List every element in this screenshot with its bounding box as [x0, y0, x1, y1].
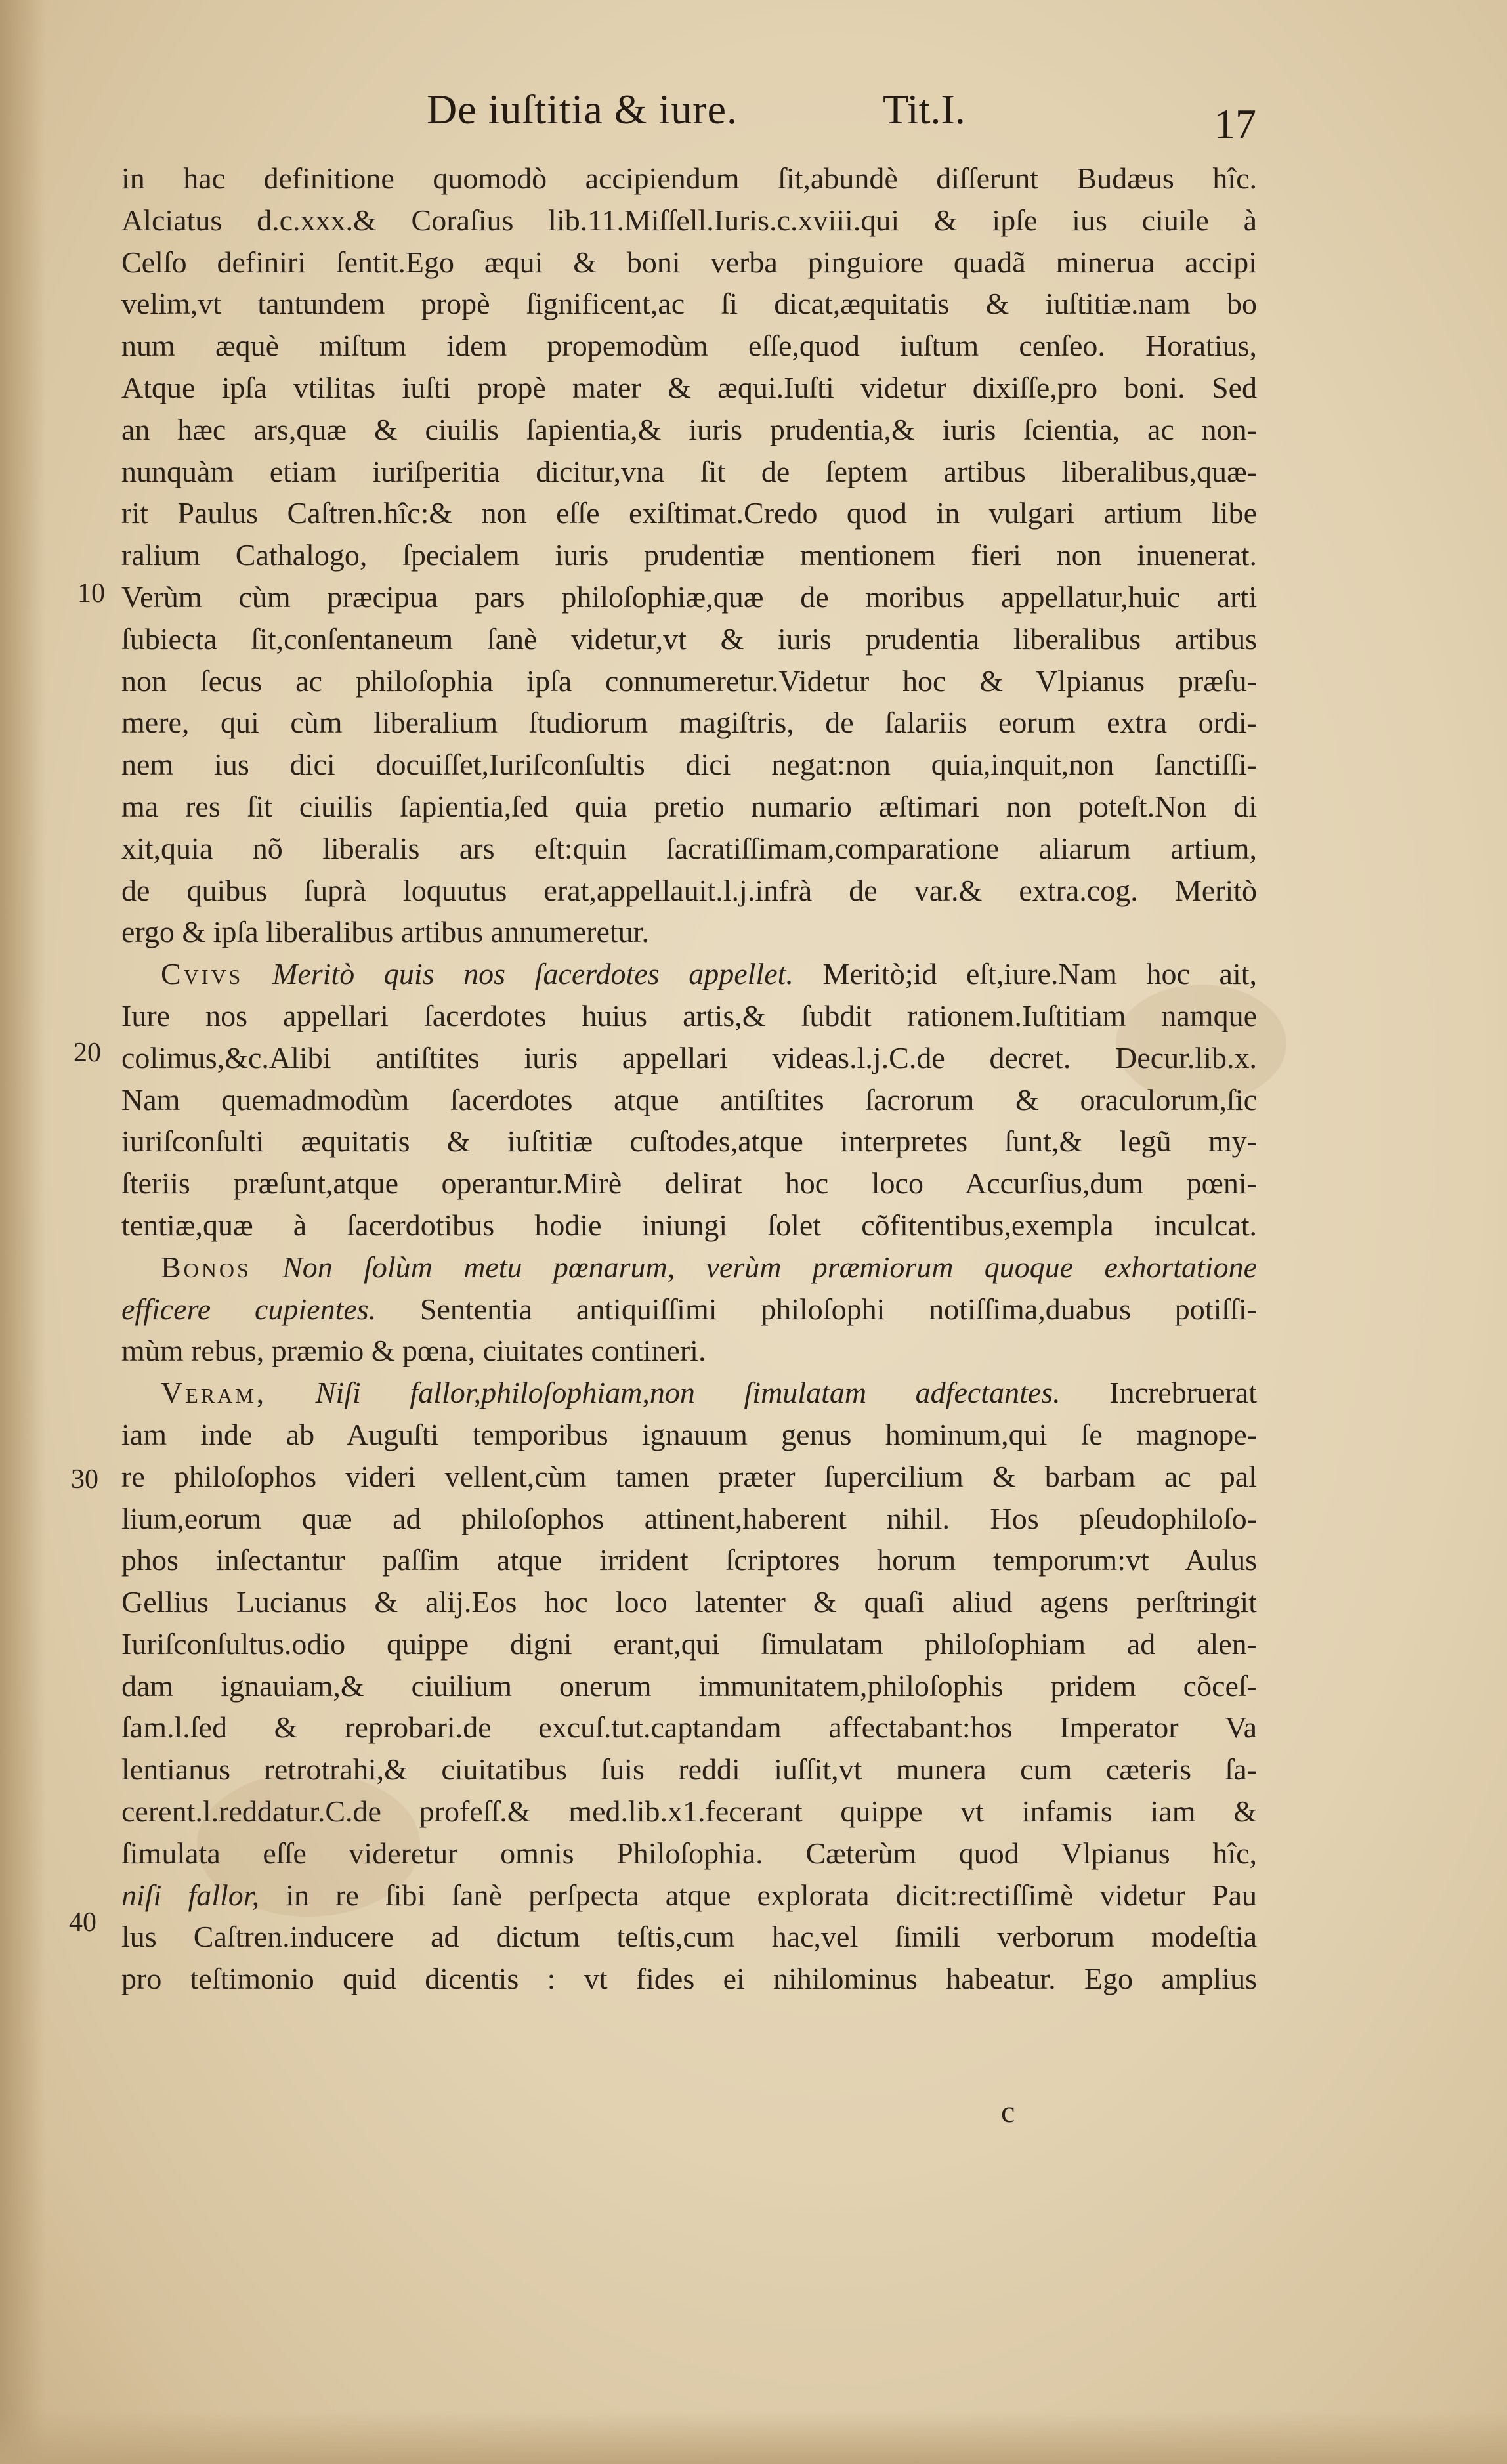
paragraph-cuius-first-line: [121, 953, 1257, 995]
text-line: Iuriſconſultus.odio quippe digni erant,qui ſimulatam philoſophiam ad alen-: [121, 1626, 1257, 1661]
text-line: ralium Cathalogo, ſpecialem iuris prudentiæ mentionem fieri non inuenerat.: [121, 538, 1257, 572]
text-line: nunquàm etiam iuriſperitia dicitur,vna ſit de ſeptem artibus liberalibus,quæ-: [121, 454, 1257, 488]
running-header: [0, 85, 1507, 147]
line-number: 20: [74, 1038, 101, 1068]
text-line: Celſo definiri ſentit.Ego æqui & boni verba pinguiore quadã minerua accipi: [121, 245, 1257, 279]
text-line: nem ius dici docuiſſet,Iuriſconſultis dici negat:non quia,inquit,non ſanctiſſi-: [121, 748, 1257, 782]
text-line: non ſecus ac philoſophia ipſa connumeretur.Videtur hoc & Vlpianus præſu-: [121, 664, 1257, 698]
text-line: ſteriis præſunt,atque operantur.Mirè delirat hoc loco Accurſius,dum pœni-: [121, 1166, 1257, 1200]
text-line: dam ignauiam,& ciuilium onerum immunitatem,philoſophis pridem cõceſ-: [121, 1668, 1257, 1703]
text-line: ſubiecta ſit,conſentaneum ſanè videtur,vt & iuris prudentia liberalibus artibus: [121, 622, 1257, 656]
text-line: de quibus ſuprà loquutus erat,appellauit.l.j.infrà de var.& extra.cog. Meritò: [121, 873, 1257, 907]
text-line: ergo & ipſa liberalibus artibus annumeretur.: [121, 915, 649, 949]
text-line: Iure nos appellari ſacerdotes huius artis,& ſubdit rationem.Iuſtitiam namque: [121, 998, 1257, 1032]
lemma-caps: Cvivs: [161, 957, 244, 991]
paragraph-veram-first-line: [121, 1372, 1257, 1414]
lemma-quote: Niſi fallor,philoſophiam,non ſimulatam adfectantes.: [315, 1376, 1061, 1410]
line-number: 40: [69, 1907, 96, 1938]
text-fragment: Sententia antiquiſſimi philoſophi notiſſima,duabus potiſſi-: [419, 1292, 1258, 1326]
paragraph-bonos-second-line: [121, 1288, 1257, 1330]
line-number: 30: [71, 1464, 98, 1495]
text-line: pro teſtimonio quid dicentis : vt fides ei nihilominus habeatur. Ego amplius: [121, 1962, 1257, 1996]
text-line: lus Caſtren.inducere ad dictum teſtis,cum hac,vel ſimili verborum modeſtia: [121, 1920, 1257, 1954]
signature-mark: c: [1001, 2094, 1015, 2129]
text-line: colimus,&c.Alibi antiſtites iuris appellari videas.l.j.C.de decret. Decur.lib.x.: [121, 1040, 1257, 1074]
lemma-quote: Non ſolùm metu pœnarum, verùm præmiorum quoque exhortatione: [282, 1250, 1257, 1284]
lemma-quote: Meritò quis nos ſacerdotes appellet.: [272, 957, 794, 991]
text-line: Alciatus d.c.xxx.& Coraſius lib.11.Miſſell.Iuris.c.xviii.qui & ipſe ius ciuile à: [121, 203, 1257, 237]
text-fragment: Increbruerat: [1109, 1376, 1258, 1410]
title-section: Tit.I.: [883, 86, 966, 133]
text-line: ſam.l.ſed & reprobari.de excuſ.tut.captandam affectabant:hos Imperator Va: [121, 1710, 1257, 1745]
text-line: iuriſconſulti æquitatis & iuſtitiæ cuſtodes,atque interpretes ſunt,& legũ my-: [121, 1124, 1257, 1158]
text-line: Gellius Lucianus & alij.Eos hoc loco latenter & quaſi aliud agens perſtringit: [121, 1585, 1257, 1619]
line-number: 10: [77, 578, 105, 608]
text-line: phos inſectantur paſſim atque irrident ſcriptores horum temporum:vt Aulus: [121, 1543, 1257, 1577]
running-title: De iuſtitia & iure.: [427, 86, 738, 133]
text-fragment: in re ſibi ſanè perſpecta atque explorata dicit:rectiſſimè videtur Pau: [286, 1878, 1257, 1912]
lemma-quote: niſi fallor,: [121, 1878, 260, 1912]
text-line: num æquè miſtum idem propemodùm eſſe,quod iuſtum cenſeo. Horatius,: [121, 329, 1257, 363]
page-number: 17: [1214, 100, 1256, 147]
text-line: tentiæ,quæ à ſacerdotibus hodie iniungi ſolet cõfitentibus,exempla inculcat.: [121, 1208, 1257, 1242]
text-line: ſimulata eſſe videretur omnis Philoſophia. Cæterùm quod Vlpianus hîc,: [121, 1836, 1257, 1870]
text-line: cerent.l.reddatur.C.de profeſſ.& med.lib.x1.fecerant quippe vt infamis iam &: [121, 1795, 1257, 1829]
commentary-text: [121, 158, 1257, 2000]
paragraph-bonos-first-line: [121, 1246, 1257, 1288]
lemma-quote: efficere cupientes.: [121, 1292, 377, 1326]
text-line: velim,vt tantundem propè ſignificent,ac ſi dicat,æquitatis & iuſtitiæ.nam bo: [121, 287, 1257, 321]
lemma-caps: Bonos: [161, 1250, 251, 1284]
text-line: lentianus retrotrahi,& ciuitatibus ſuis reddi iuſſit,vt munera cum cæteris ſa-: [121, 1752, 1257, 1787]
lemma-caps: Veram,: [161, 1376, 267, 1410]
text-line: Nam quemadmodùm ſacerdotes atque antiſtites ſacrorum & oraculorum,ſic: [121, 1082, 1257, 1116]
text-line: mùm rebus, præmio & pœna, ciuitates contineri.: [121, 1334, 706, 1368]
text-line: xit,quia nõ liberalis ars eſt:quin ſacratiſſimam,comparatione aliarum artium,: [121, 831, 1257, 865]
text-line: mere, qui cùm liberalium ſtudiorum magiſtris, de ſalariis eorum extra ordi-: [121, 706, 1257, 740]
text-line: Verùm cùm præcipua pars philoſophiæ,quæ de moribus appellatur,huic arti: [121, 580, 1257, 614]
text-line: in hac definitione quomodò accipiendum ſit,abundè diſſerunt Budæus hîc.: [121, 161, 1257, 195]
page-shadow-left: [0, 0, 46, 2464]
text-line: an hæc ars,quæ & ciuilis ſapientia,& iuris prudentia,& iuris ſcientia, ac non-: [121, 412, 1257, 446]
text-line: Atque ipſa vtilitas iuſti propè mater & æqui.Iuſti videtur dixiſſe,pro boni. Sed: [121, 370, 1257, 404]
text-line: lium,eorum quæ ad philoſophos attinent,haberent nihil. Hos pſeudophiloſo-: [121, 1501, 1257, 1535]
text-line-with-lemma: [121, 1875, 1257, 1917]
text-line: iam inde ab Auguſti temporibus ignauum genus hominum,qui ſe magnope-: [121, 1417, 1257, 1451]
text-line: rit Paulus Caſtren.hîc:& non eſſe exiſtimat.Credo quod in vulgari artium libe: [121, 496, 1257, 530]
text-line: ma res ſit ciuilis ſapientia,ſed quia pretio numario æſtimari non poteſt.Non di: [121, 789, 1257, 823]
page-shadow-bottom: [0, 2411, 1507, 2464]
text-line: re philoſophos videri vellent,cùm tamen præter ſupercilium & barbam ac pal: [121, 1459, 1257, 1493]
text-fragment: Meritò;id eſt,iure.Nam hoc ait,: [822, 957, 1258, 991]
